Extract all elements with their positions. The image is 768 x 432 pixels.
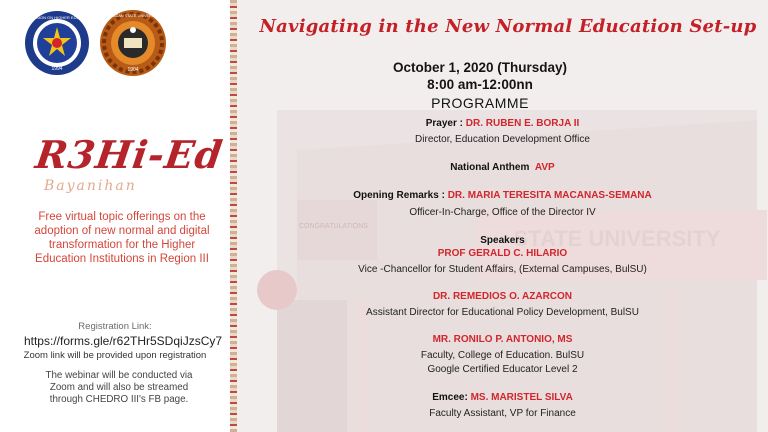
anthem-line: [237, 162, 768, 173]
ched-seal-ring-text: COMMISSION ON HIGHER EDUCATION: [19, 15, 95, 20]
bulsu-seal-logo: [100, 8, 166, 78]
decorative-border: [230, 0, 237, 432]
opening-line: [237, 190, 768, 201]
opening-name: DR. MARIA TERESITA MACANAS-SEMANA: [447, 190, 652, 201]
ched-seal-year: 1994: [51, 66, 63, 72]
speaker-3-name: MR. RONILO P. ANTONIO, MS: [432, 334, 573, 345]
speaker-1-name: PROF GERALD C. HILARIO: [437, 248, 568, 259]
emcee-name: MS. MARISTEL SILVA: [470, 392, 573, 403]
left-panel: [0, 0, 230, 432]
zoom-note: Zoom link will be provided upon registration: [23, 350, 207, 361]
webinar-note: The webinar will be conducted via Zoom and will also be streamed through CHEDRO III's FB page.: [45, 370, 193, 405]
emcee-line: [237, 392, 768, 403]
building-text: STATE UNIVERSITY: [513, 226, 721, 251]
banner-text: CONGRATULATIONS: [299, 223, 368, 230]
speaker-3-role2: Google Certified Educator Level 2: [427, 364, 578, 375]
opening-role: Officer-In-Charge, Office of the Director IV: [409, 207, 596, 218]
registration-label: Registration Link:: [78, 321, 152, 332]
prayer-role: Director, Education Development Office: [415, 134, 590, 145]
emcee-role: Faculty Assistant, VP for Finance: [429, 408, 576, 419]
bulsu-seal-ring-text: BULACAN STATE UNIVERSITY: [105, 14, 161, 18]
event-time: 8:00 am-12:00nn: [427, 77, 533, 92]
description-text: Free virtual topic offerings on the adoption of new normal and digital transformation for the Higher Education Institutions in Region III: [34, 211, 210, 265]
event-title: Navigating in the New Normal Education Set-up: [259, 16, 757, 37]
prayer-name: DR. RUBEN E. BORJA II: [465, 118, 580, 129]
speaker-2-role: Assistant Director for Educational Policy Development, BulSU: [366, 307, 639, 318]
bulsu-seal-year: 1904: [127, 67, 139, 73]
opening-label: Opening Remarks :: [353, 190, 448, 201]
prayer-line: [237, 118, 768, 129]
emcee-label: Emcee:: [432, 392, 471, 403]
speaker-3-role: Faculty, College of Education. BulSU: [420, 350, 585, 361]
speaker-2-name: DR. REMEDIOS O. AZARCON: [432, 291, 573, 302]
speakers-heading: Speakers: [480, 235, 525, 246]
ched-seal-logo: [19, 10, 95, 76]
bayanihan-tagline: Bayanihan: [44, 178, 137, 194]
event-date: October 1, 2020 (Thursday): [392, 60, 568, 75]
registration-link[interactable]: https://forms.gle/r62THr5SDqiJzsCy7: [23, 334, 223, 348]
prayer-label: Prayer :: [425, 118, 466, 129]
speaker-1-role: Vice -Chancellor for Student Affairs, (External Campuses, BulSU): [358, 264, 647, 275]
anthem-value: AVP: [534, 162, 555, 173]
r3hied-brand: R3Hi-Ed: [32, 132, 226, 177]
anthem-label: National Anthem: [450, 162, 530, 173]
programme-heading: PROGRAMME: [431, 95, 529, 111]
